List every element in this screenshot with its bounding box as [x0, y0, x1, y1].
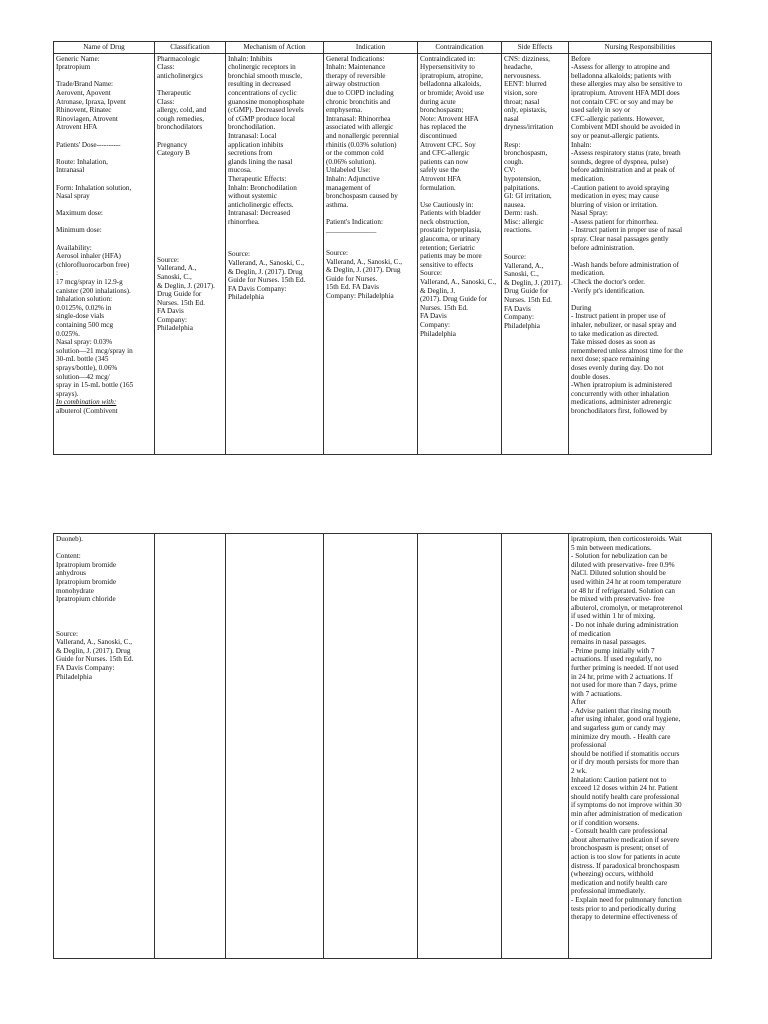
- header-mechanism: Mechanism of Action: [226, 42, 324, 54]
- combination-text: albuterol (Combivent: [56, 406, 118, 415]
- table-row: [54, 53, 712, 454]
- indication-cell-continued: [324, 534, 418, 959]
- mechanism-source: Source: Vallerand, A., Sanoski, C., & Deglin, J. (2017). Drug Guide for Nurses. 15th Ed. FA Davis Company: Philadelphia: [228, 250, 306, 302]
- side-effects-cell: [502, 53, 569, 454]
- side-effects-cell-continued: [502, 534, 569, 959]
- name-of-drug-text: Generic Name: Ipratropium Trade/Brand Name: Aerovent, Apovent Atronase, Ipraxa, Ipvent Rhinovent, Rinatec Rinoviagen, Atrovent Atrovent HFA Patients' Dose---------- Route: Inhalation, Intranasal Form: Inhalation solution, Nasal spray Maximum dose: Minimum dose: Availability: Aerosol inhaler (HFA) (chlorofluorocarbon free) : 17 mcg/spray in 12.9-g canister (200 inhalations). Inhalation solution: 0.0125%, 0.02% in single-dose vials containing 500 mcg 0.025%. Nasal spray: 0.03% solution—21 mcg/spray in 30-mL bottle (345 sprays/bottle), 0.06% solution—42 mcg/ spray in 15-mL bottle (165 sprays).: [56, 54, 134, 398]
- classification-cell-continued: [155, 534, 226, 959]
- header-nursing: Nursing Responsibilities: [569, 42, 712, 54]
- drug-table-page-1: [53, 41, 712, 455]
- header-contraindication: Contraindication: [418, 42, 502, 54]
- mechanism-text: Inhaln: Inhibits cholinergic receptors in bronchial smooth muscle, resulting in decreased concentrations of cyclic guanosine monophosphate (cGMP). Decreased levels of cGMP produce local bronchodilation. Intranasal: Local application inhibits secretions from glands lining the nasal mucosa. Therapeutic Effects: Inhaln: Bronchodilation without systemic anticholinergic effects. Intranasal: Decreased rhinorrhea.: [228, 54, 305, 226]
- nursing-cell-continued: [569, 534, 712, 959]
- header-name-of-drug: Name of Drug: [54, 42, 155, 54]
- classification-source: Source: Vallerand, A., Sanoski, C., & Deglin, J. (2017). Drug Guide for Nurses. 15th Ed. FA Davis Company: Philadelphia: [157, 255, 215, 333]
- nursing-text: Before -Assess for allergy to atropine and belladonna alkaloids; patients with these allergies may also be sensitive to ipratropium. Atrovent HFA MDI does not contain CFC or soy and may be used safely in soy or CFC-allergic patients. However, Combivent MDI should be avoided in soy or peanut-allergic patients. Inhaln: -Assess respiratory status (rate, breath sounds, degree of dyspnea, pulse) before administration and at peak of medication. -Caution patient to avoid spraying medication in eyes; may cause blurring of vision or irritation. Nasal Spray: -Assess patient for rhinorrhea. - Instruct patient in proper use of nasal spray. Clear nasal passages gently before administration. -Wash hands before administration of medication. -Check the doctor's order. -Verify pt's identification. During - Instruct patient in proper use of inhaler, nebulizer, or nasal spray and to take medication as directed. Take missed doses as soon as remembered unless almost time for the next dose; space remaining doses evenly during day. Do not double doses. -When ipratropium is administered concurrently with other inhalation medications, administer adrenergic bronchodilators first, followed by: [571, 54, 683, 415]
- nursing-cell: [569, 53, 712, 454]
- indication-source: Source: Vallerand, A., Sanoski, C., & Deglin, J. (2017). Drug Guide for Nurses. 15th Ed. FA Davis Company: Philadelphia: [326, 249, 403, 301]
- header-indication: Indication: [324, 42, 418, 54]
- drug-table-page-2: [53, 533, 712, 959]
- combination-label: In combination with:: [56, 398, 117, 407]
- side-effects-source: Source: Vallerand, A., Sanoski, C., & Deglin, J. (2017). Drug Guide for Nurses. 15th Ed. FA Davis Company: Philadelphia: [504, 253, 562, 330]
- name-of-drug-cell-continued: [54, 534, 155, 959]
- nursing-continued-text: ipratropium, then corticosteroids. Wait 5 min between medications. - Solution for nebulization can be diluted with preservative- free 0.9% NaCl. Diluted solution should be used within 24 hr at room temperature or 48 hr if refrigerated. Solution can be mixed with preservative- free albuterol, cromolyn, or metaproterenol if used within 1 hr of mixing. - Do not inhale during administration of medication remains in nasal passages. - Prime pump initially with 7 actuations. If used regularly, no further priming is needed. If not used in 24 hr, prime with 2 actuations. If not used for more than 7 days, prime with 7 actuations. After - Advise patient that rinsing mouth after using inhaler, good oral hygiene, and sugarless gum or candy may minimize dry mouth. - Health care professional should be notified if stomatitis occurs or if dry mouth persists for more than 2 wk. Inhalation: Caution patient not to exceed 12 doses within 24 hr. Patient should notify health care professional if symptoms do not improve within 30 min after administration of medication or if condition worsens. - Consult health care professional about alternative medication if severe bronchospasm is present; onset of action is too slow for patients in acute distress. If paradoxical bronchospasm (wheezing) occurs, withhold medication and notify health care professional immediately. - Explain need for pulmonary function tests prior to and periodically during therapy to determine effectiveness of: [571, 535, 683, 922]
- side-effects-text: CNS: dizziness, headache, nervousness. EENT: blurred vision, sore throat; nasal only, epistaxis, nasal dryness/irritation Resp: bronchospasm, cough. CV: hypotension, palpitations. GI: GI irritation, nausea. Derm: rash. Misc: allergic reactions.: [504, 54, 554, 235]
- header-side-effects: Side Effects: [502, 42, 569, 54]
- contraindication-cell: [418, 53, 502, 454]
- contraindication-source: Source: Vallerand, A., Sanoski, C., & Deglin, J. (2017). Drug Guide for Nurses. 15th Ed. FA Davis Company: Philadelphia: [420, 269, 497, 338]
- mechanism-cell: [226, 53, 324, 454]
- classification-text: Pharmacologic Class: anticholinergics Therapeutic Class: allergy, cold, and cough remedies, bronchodilators Pregnancy Category B: [157, 54, 207, 158]
- table-row: [54, 534, 712, 959]
- header-row: [54, 42, 712, 54]
- indication-cell: [324, 53, 418, 454]
- header-classification: Classification: [155, 42, 226, 54]
- contraindication-text: Contraindicated in: Hypersensitivity to ipratropium, atropine, belladonna alkaloids, or bromide; Avoid use during acute bronchospasm; Note: Atrovent HFA has replaced the discontinued Atrovent CFC. Soy and CFC-allergic patients can now safely use the Atrovent HFA formulation. Use Cautiously in: Patients with bladder neck obstruction, prostatic hyperplasia, glaucoma, or urinary retention; Geriatric patients may be more sensitive to effects: [420, 54, 484, 269]
- name-of-drug-cell: [54, 53, 155, 454]
- classification-cell: [155, 53, 226, 454]
- indication-text: General Indications: Inhaln: Maintenance therapy of reversible airway obstruction due to COPD including chronic bronchitis and emphysema. Intranasal: Rhinorrhea associated with allergic and nonallergic perennial rhinitis (0.03% solution) or the common cold (0.06% solution). Unlabeled Use: Inhaln: Adjunctive management of bronchospasm caused by asthma. Patient's Indication: ______________: [326, 54, 399, 235]
- contraindication-cell-continued: [418, 534, 502, 959]
- name-of-drug-continued-text: Duoneb). Content: Ipratropium bromide anhydrous Ipratropium bromide monohydrate Ipratropium chloride Source: Vallerand, A., Sanoski, C., & Deglin, J. (2017). Drug Guide for Nurses. 15th Ed. FA Davis Company: Philadelphia: [56, 535, 134, 681]
- mechanism-cell-continued: [226, 534, 324, 959]
